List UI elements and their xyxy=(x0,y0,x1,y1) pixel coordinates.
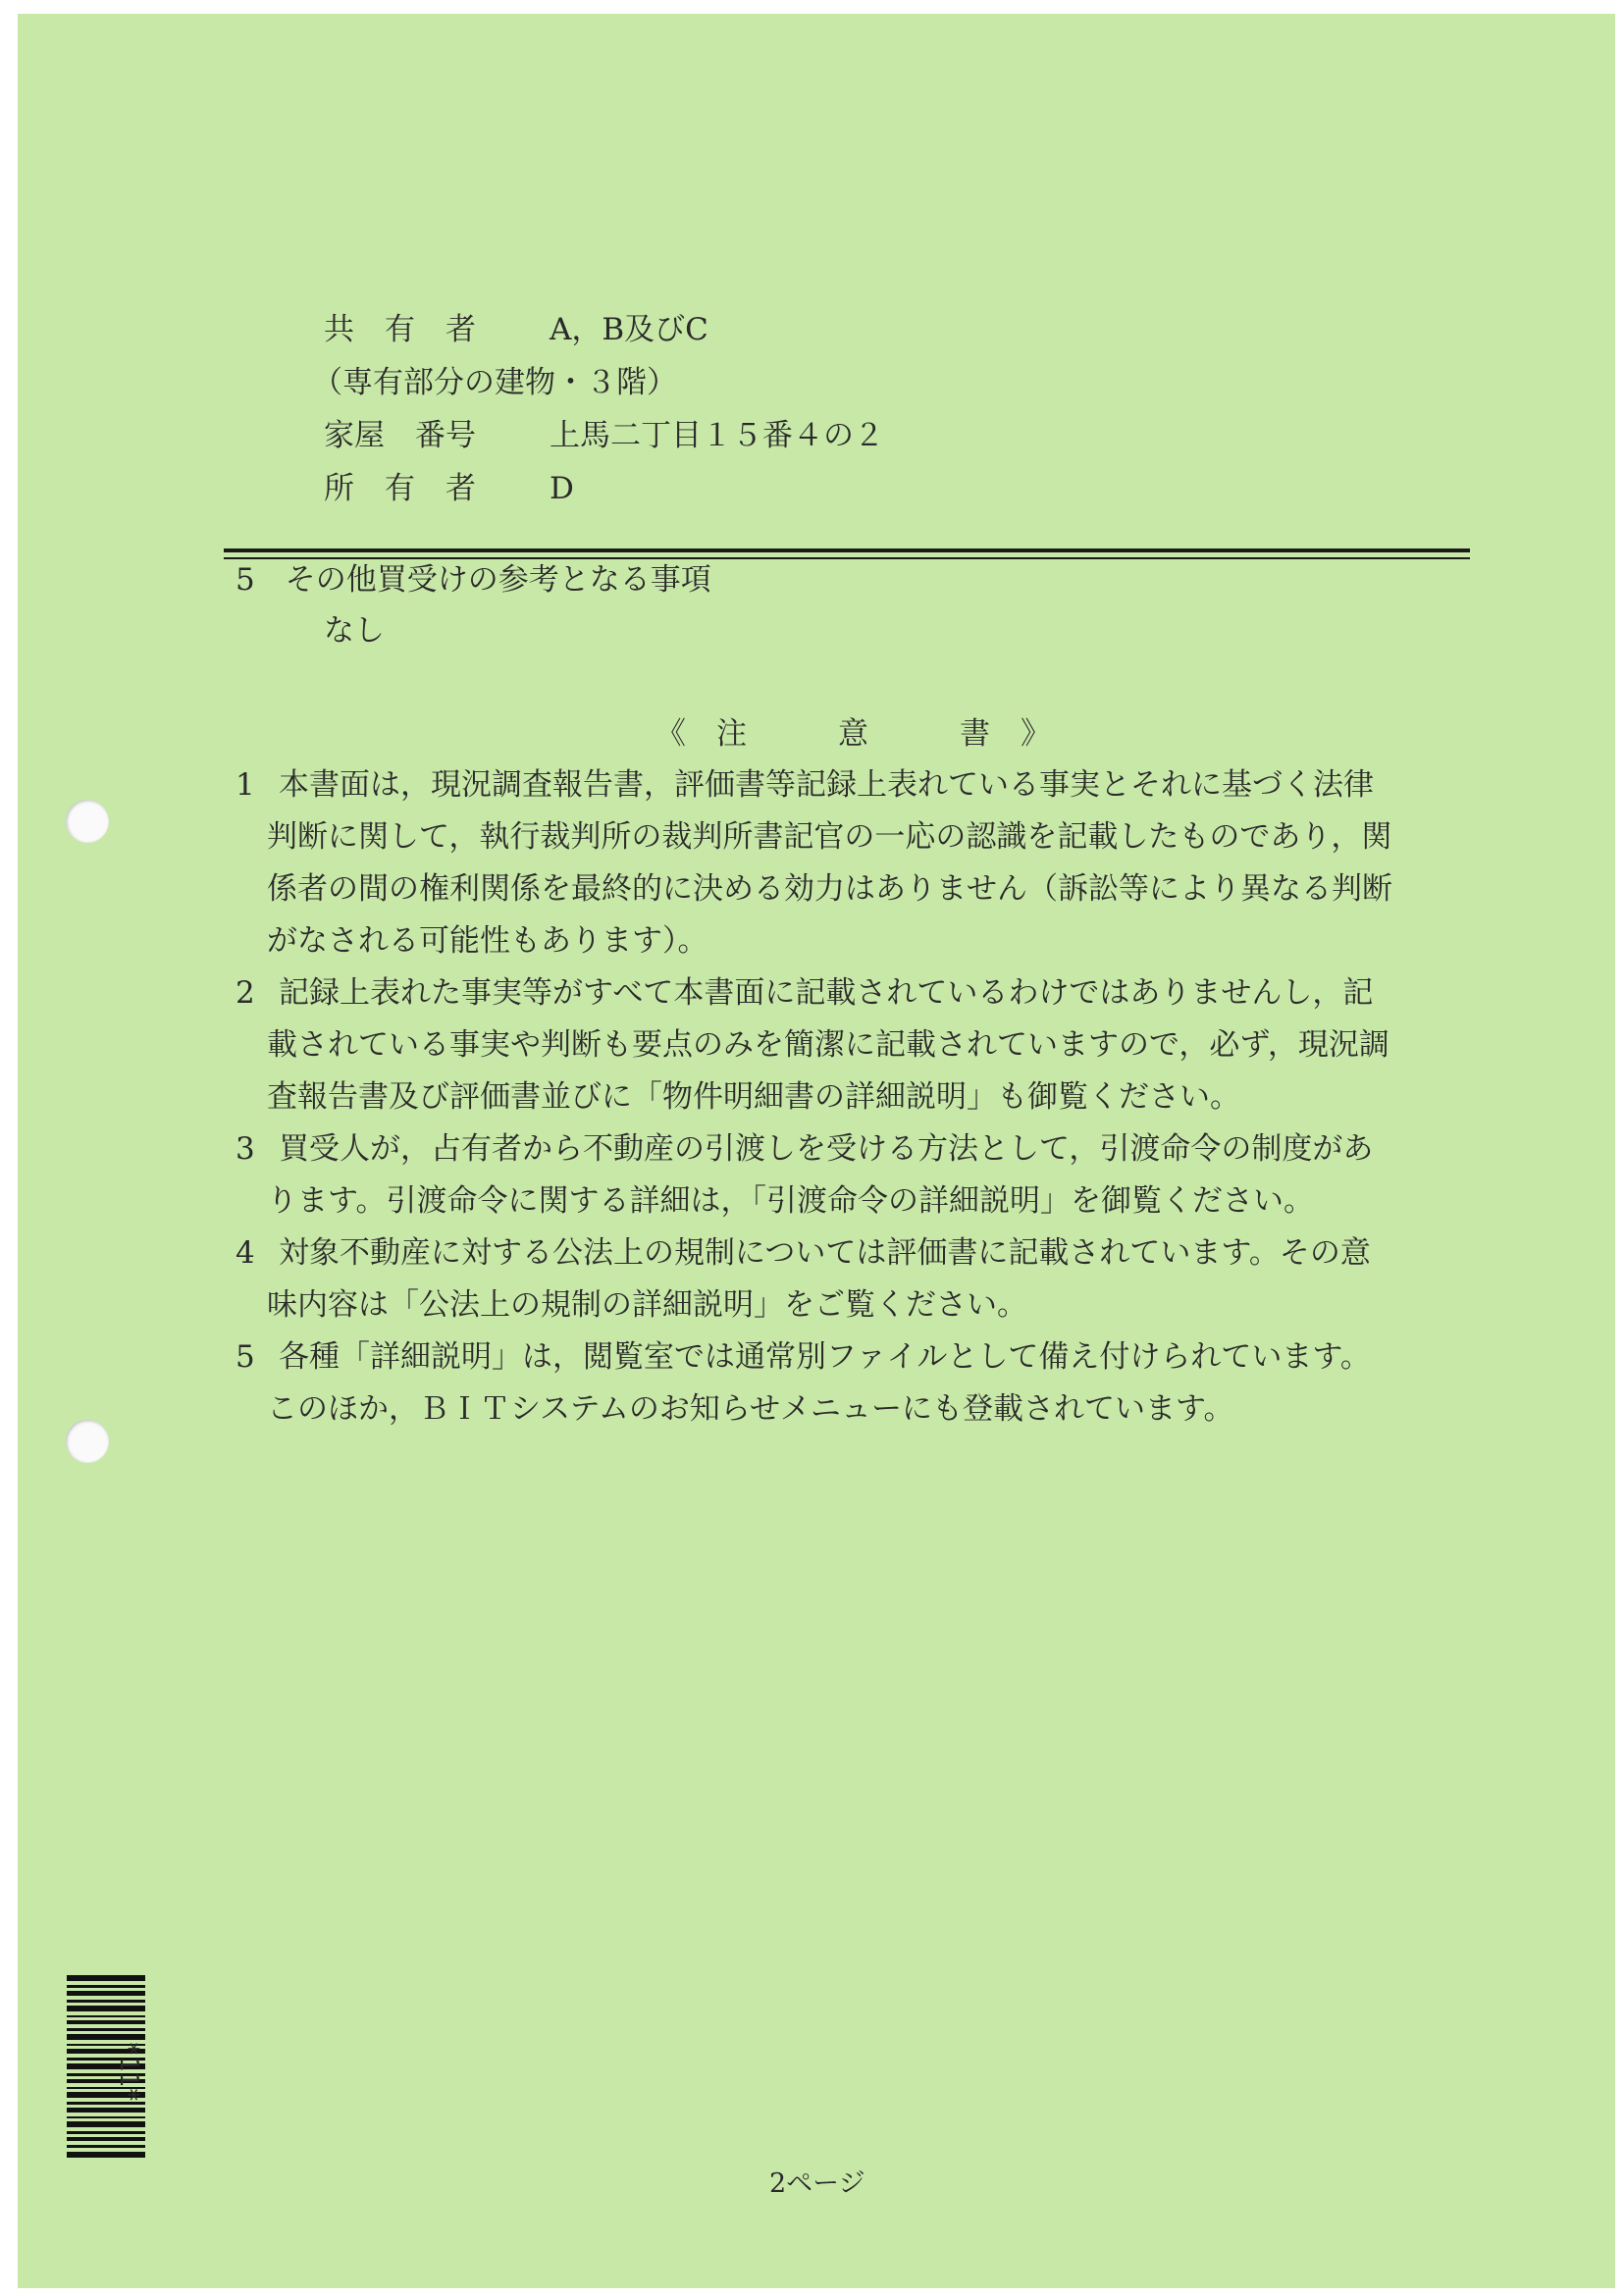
notice-line: 記録上表れた事実等がすべて本書面に記載されているわけではありませんし，記 xyxy=(279,975,1374,1011)
notice-item: 4 対象不動産に対する公法上の規制については評価書に記載されています。その意 味内容は「公法上の規制の詳細説明」をご覧ください。 xyxy=(236,1235,1371,1323)
notice-line: 判断に関して，執行裁判所の裁判所書記官の一応の認識を記載したものであり，関 xyxy=(267,819,1392,855)
notice-line: 対象不動産に対する公法上の規制については評価書に記載されています。その意 xyxy=(279,1235,1371,1271)
coowner-row xyxy=(324,304,708,348)
coowner-value: A，B及びC xyxy=(550,312,708,347)
notice-list xyxy=(236,759,1472,1435)
owner-label: 所 有 者 xyxy=(324,471,476,506)
notice-line: 本書面は，現況調査報告書，評価書等記録上表れている事実とそれに基づく法律 xyxy=(279,767,1374,803)
notice-title: 《 注 意 書 》 xyxy=(655,716,1051,752)
section5-heading: 5 その他買受けの参考となる事項 xyxy=(236,562,711,598)
owner-row xyxy=(324,463,574,507)
house-number-row xyxy=(324,410,884,454)
notice-item: 1 本書面は，現況調査報告書，評価書等記録上表れている事実とそれに基づく法律 判断に関して，執行裁判所の裁判所書記官の一応の認識を記載したものであり，関 係者の間の権利関係を最終的に決める効力はありません（訴訟等により異なる判断 がなされる可能性もあります）。 xyxy=(236,767,1392,959)
unit-note: （専有部分の建物・３階） xyxy=(312,365,677,400)
notice-line: がなされる可能性もあります）。 xyxy=(267,923,708,959)
house-number-label: 家屋 番号 xyxy=(324,418,476,453)
notice-line: 各種「詳細説明」は，閲覧室では通常別ファイルとして備え付けられています。 xyxy=(279,1339,1371,1375)
coowner-label: 共 有 者 xyxy=(324,312,476,347)
notice-line: 味内容は「公法上の規制の詳細説明」をご覧ください。 xyxy=(267,1287,1027,1323)
owner-value: D xyxy=(550,471,574,506)
notice-line: このほか，ＢＩＴシステムのお知らせメニューにも登載されています。 xyxy=(267,1391,1234,1427)
notice-line: ります。引渡命令に関する詳細は，「引渡命令の詳細説明」を御覧ください。 xyxy=(267,1183,1315,1219)
house-number-value: 上馬二丁目１５番４の２ xyxy=(550,418,884,453)
notice-line: 買受人が，占有者から不動産の引渡しを受ける方法として，引渡命令の制度があ xyxy=(279,1131,1374,1167)
notice-line: 係者の間の権利関係を最終的に決める効力はありません（訴訟等により異なる判断 xyxy=(267,871,1392,907)
divider-rule xyxy=(224,548,1470,552)
barcode-label: *11* xyxy=(114,2041,143,2103)
notice-line: 査報告書及び評価書並びに「物件明細書の詳細説明」も御覧ください。 xyxy=(267,1079,1240,1115)
notice-item: 5 各種「詳細説明」は，閲覧室では通常別ファイルとして備え付けられています。 このほか，ＢＩＴシステムのお知らせメニューにも登載されています。 xyxy=(236,1339,1371,1427)
notice-line: 載されている事実や判断も要点のみを簡潔に記載されていますので，必ず，現況調 xyxy=(267,1027,1389,1063)
section5-value: なし xyxy=(324,613,385,649)
divider-rule xyxy=(224,557,1470,559)
punch-hole xyxy=(66,800,109,843)
notice-item: 3 買受人が，占有者から不動産の引渡しを受ける方法として，引渡命令の制度があ ります。引渡命令に関する詳細は，「引渡命令の詳細説明」を御覧ください。 xyxy=(236,1131,1374,1219)
page-number: 2ページ xyxy=(769,2168,865,2199)
punch-hole xyxy=(66,1420,109,1463)
notice-item: 2 記録上表れた事実等がすべて本書面に記載されているわけではありませんし，記 載されている事実や判断も要点のみを簡潔に記載されていますので，必ず，現況調 査報告書及び評価書並びに「物件明細書の詳細説明」も御覧ください。 xyxy=(236,975,1389,1115)
